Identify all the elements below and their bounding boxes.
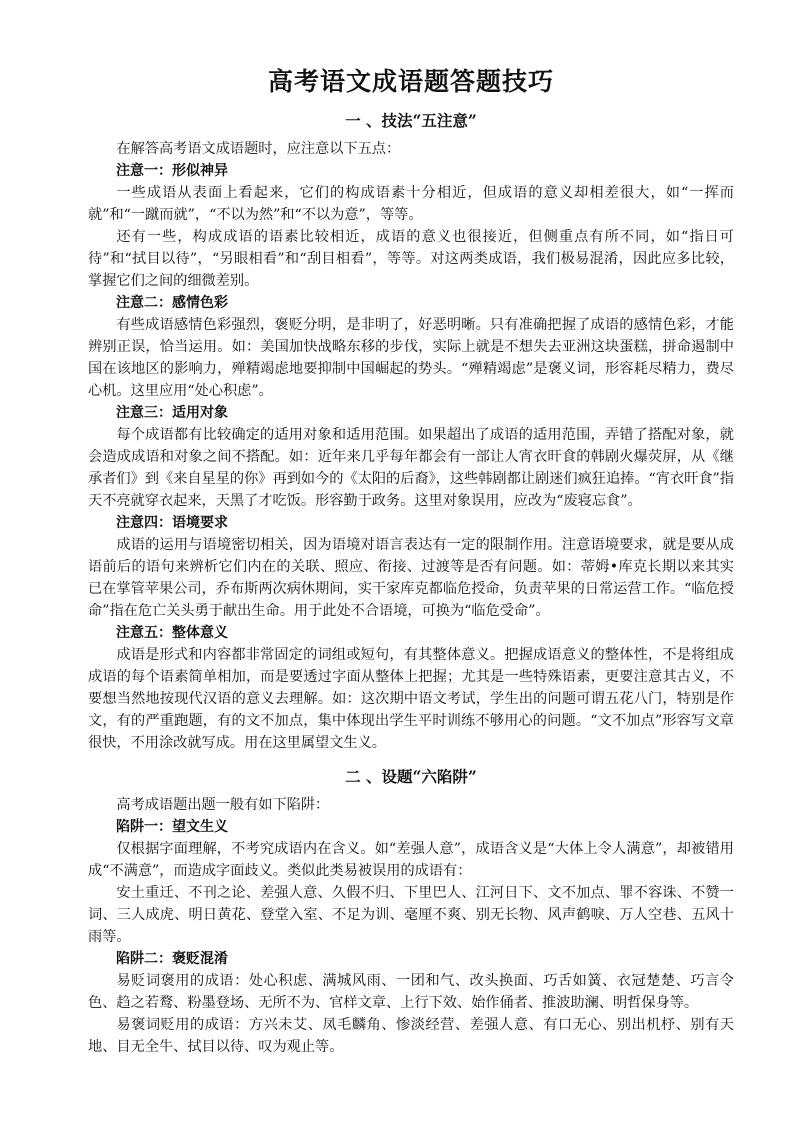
note-1-title: 注意一：形似神异 — [116, 163, 228, 179]
note-3-title: 注意三：适用对象 — [116, 405, 228, 421]
note-2-title: 注意二：感情色彩 — [116, 295, 228, 311]
trap-1-paragraph: 仅根据字面理解，不考究成语内在含义。如“差强人意”，成语含义是“大体上令人满意”，却被错用成“不满意”，而造成字面歧义。类似此类易被误用的成语有： — [88, 841, 734, 879]
note-5-paragraph: 成语是形式和内容都非常固定的词组或短句，有其整体意义。把握成语意义的整体性，不是将组成成语的每个语素简单相加，而是要透过字面从整体上把握；尤其是一些特殊语素，更要注意其古义，不要想当然地按现代汉语的意义去理解。如：这次期中语文考试，学生出的问题可谓五花八门，特别是作文，有的严重跑题，有的文不加点，集中体现出学生平时训练不够用心的问题。“文不加点”形容写文章很快，不用涂改就写成。用在这里属望文生义。 — [88, 647, 734, 751]
trap-2-paragraph: 易褒词贬用的成语：方兴未艾、凤毛麟角、惨淡经营、差强人意、有口无心、别出机杼、别有天地、目无全牛、拭目以待、叹为观止等。 — [88, 1017, 734, 1055]
section-heading-traps: 二 、设题“六陷阱” — [345, 767, 477, 786]
trap-2-title: 陷阱二：褒贬混淆 — [116, 951, 228, 967]
section-heading-techniques: 一 、技法“五注意” — [345, 111, 477, 130]
note-3-paragraph: 每个成语都有比较确定的适用对象和适用范围。如果超出了成语的适用范围，弄错了搭配对象，就会造成成语和对象之间不搭配。如：近年来几乎每年都会有一部让人宵衣旰食的韩剧火爆荧屏，从《继承者们》到《来自星星的你》再到如今的《太阳的后裔》，这些韩剧都让剧迷们疯狂追捧。“宵衣旰食”指天不亮就穿衣起来，天黑了才吃饭。形容勤于政务。这里对象误用，应改为“废寝忘食”。 — [88, 427, 734, 509]
trap-1-idiom-list: 安土重迁、不刊之论、差强人意、久假不归、下里巴人、江河日下、文不加点、罪不容诛、不赞一词、三人成虎、明日黄花、登堂入室、不足为训、毫厘不爽、别无长物、风声鹤唳、万人空巷、五风十雨等。 — [88, 885, 734, 945]
note-4-paragraph: 成语的运用与语境密切相关，因为语境对语言表达有一定的限制作用。注意语境要求，就是要从成语前后的语句来辨析它们内在的关联、照应、衔接、过渡等是否有问题。如：蒂姆•库克长期以来其实已在掌管苹果公司，乔布斯两次病休期间，实干家库克都临危授命，负责苹果的日常运营工作。“临危授命”指在危亡关头勇于献出生命。用于此处不合语境，可换为“临危受命”。 — [88, 537, 734, 619]
section-intro: 在解答高考语文成语题时，应注意以下五点： — [116, 141, 401, 157]
note-5-title: 注意五：整体意义 — [116, 625, 228, 641]
note-2-paragraph: 有些成语感情色彩强烈，褒贬分明，是非明了，好恶明晰。只有准确把握了成语的感情色彩，才能辨别正误，恰当运用。如：美国加快战略东移的步伐，实际上就是不想失去亚洲这块蛋糕，拼命遏制中国在该地区的影响力，殚精竭虑地要抑制中国崛起的势头。“殚精竭虑”是褒义词，形容耗尽精力，费尽心机。这里应用“处心积虑”。 — [88, 317, 734, 399]
trap-1-title: 陷阱一：望文生义 — [116, 819, 228, 835]
document-title: 高考语文成语题答题技巧 — [267, 67, 554, 96]
note-1-paragraph: 一些成语从表面上看起来，它们的构成语素十分相近，但成语的意义却相差很大，如“一挥而就”和“一蹴而就”，“不以为然”和“不以为意”，等等。 — [88, 185, 734, 223]
note-4-title: 注意四：语境要求 — [116, 515, 228, 531]
note-1-paragraph: 还有一些，构成成语的语素比较相近，成语的意义也很接近，但侧重点有所不同，如“指日可待”和“拭目以待”，“另眼相看”和“刮目相看”，等等。对这两类成语，我们极易混淆，因此应多比较，掌握它们之间的细微差别。 — [88, 229, 734, 289]
section-intro: 高考成语题出题一般有如下陷阱： — [116, 797, 330, 813]
trap-2-paragraph: 易贬词褒用的成语：处心积虑、满城风雨、一团和气、改头换面、巧舌如簧、衣冠楚楚、巧言令色、趋之若鹜、粉墨登场、无所不为、官样文章、上行下效、始作俑者、推波助澜、明哲保身等。 — [88, 973, 734, 1011]
